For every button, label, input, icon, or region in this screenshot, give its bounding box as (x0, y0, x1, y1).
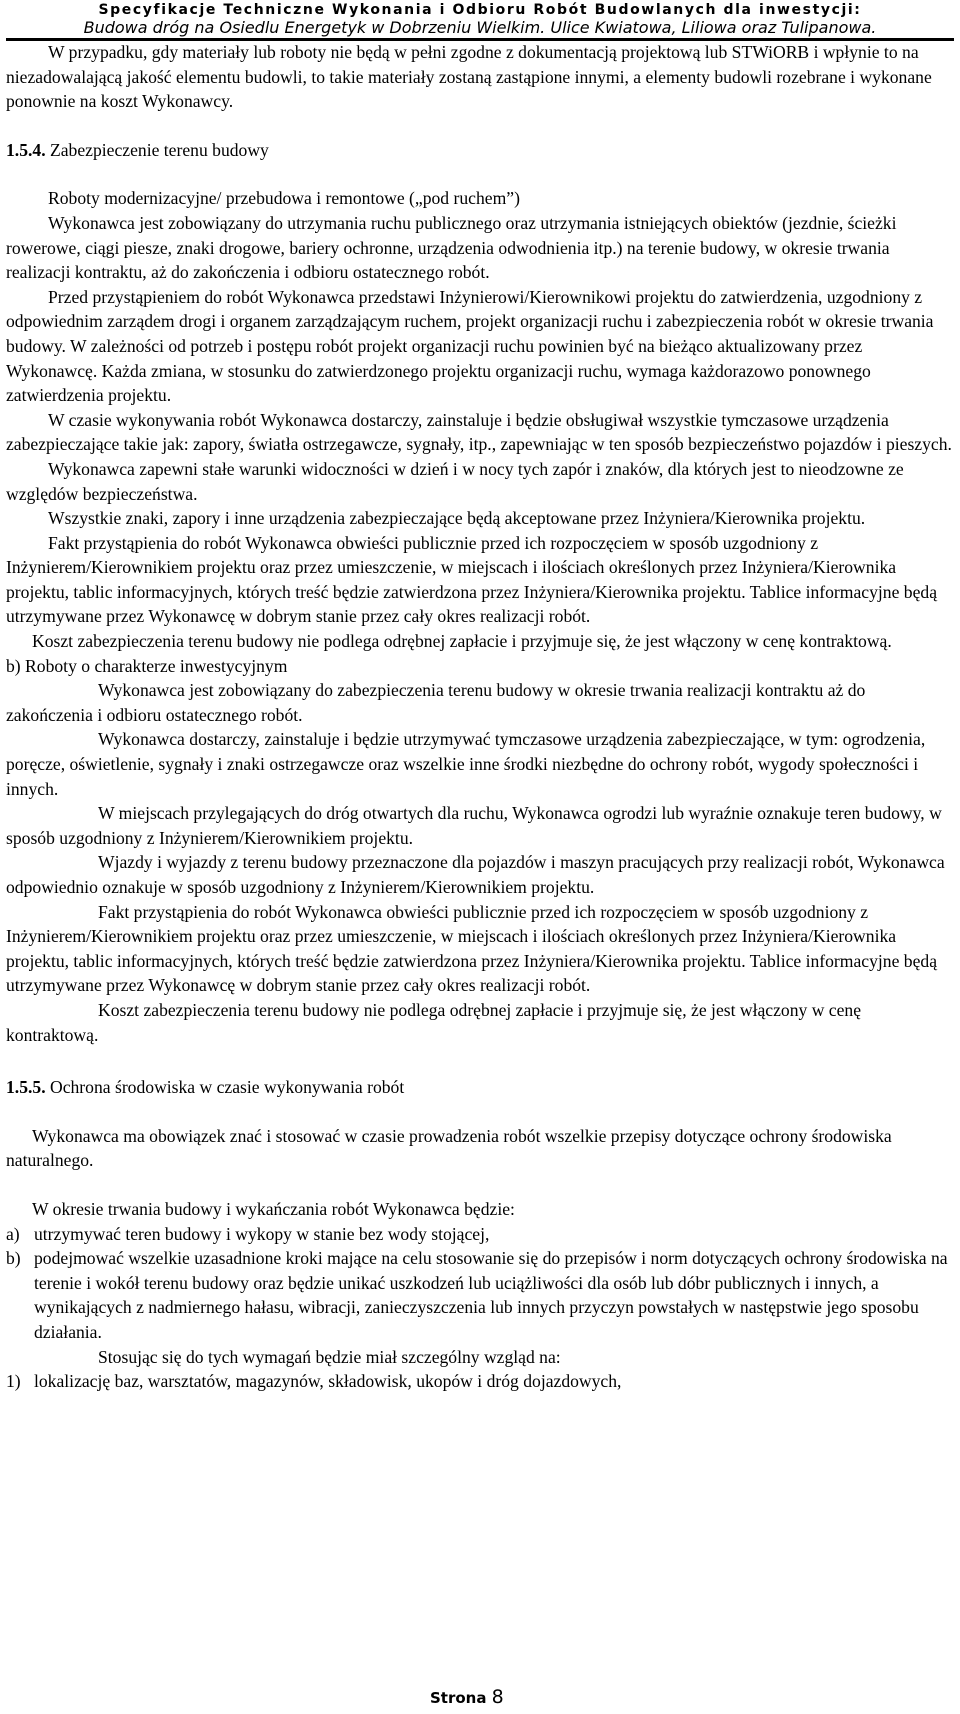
page-header (0, 2, 960, 41)
paragraph: Wykonawca ma obowiązek znać i stosować w czasie prowadzenia robót wszelkie przepisy dotyczące ochrony środowiska naturalnego. (6, 1125, 892, 1171)
document-body (6, 40, 954, 1394)
page-label: Strona (430, 1689, 487, 1707)
paragraph: Wszystkie znaki, zapory i inne urządzenia zabezpieczające będą akceptowane przez Inżyniera/Kierownika projektu. (48, 508, 866, 529)
paragraph: Wjazdy i wyjazdy z terenu budowy przeznaczone dla pojazdów i maszyn pracujących przy realizacji robót, Wykonawca odpowiednio oznakuje w sposób uzgodniony z Inżynierem/Kierownikiem projektu. (6, 852, 945, 897)
paragraph: Stosując się do tych wymagań będzie miał szczególny wzgląd na: (98, 1346, 561, 1367)
paragraph-materials: W przypadku, gdy materiały lub roboty nie będą w pełni zgodne z dokumentacją projektową lub STWiORB i wpłynie to na niezadowalającą jakość elementu budowli, to takie materiały zostaną zastąpione innymi, a elementy budowli rozebrane i wykonane ponownie na koszt Wykonawcy. (6, 42, 932, 112)
header-subtitle: Budowa dróg na Osiedlu Energetyk w Dobrzeniu Wielkim. Ulice Kwiatowa, Liliowa oraz Tulipanowa. (83, 18, 877, 37)
page-footer (430, 1686, 504, 1708)
list-marker: 1) (6, 1371, 21, 1392)
paragraph: W okresie trwania budowy i wykańczania robót Wykonawca będzie: (32, 1198, 515, 1219)
list-marker: a) (6, 1223, 20, 1244)
list-item (6, 1246, 954, 1344)
paragraph: W czasie wykonywania robót Wykonawca dostarczy, zainstaluje i będzie obsługiwał wszystkie tymczasowe urządzenia zabezpieczające takie jak: zapory, światła ostrzegawcze, sygnały, itp., zapewniając w ten sposób bezpieczeństwo pojazdów i pieszych. (6, 409, 952, 455)
spacer (6, 1173, 954, 1197)
list-item-text: utrzymywać teren budowy i wykopy w stanie bez wody stojącej, (34, 1223, 490, 1244)
paragraph: Wykonawca jest zobowiązany do zabezpieczenia terenu budowy w okresie trwania realizacji kontraktu aż do zakończenia i odbioru ostatecznego robót. (6, 680, 866, 725)
spacer (6, 1047, 954, 1075)
list-marker: b) (6, 1248, 21, 1269)
subsection-title-a: Roboty modernizacyjne/ przebudowa i remontowe („pod ruchem”) (48, 188, 520, 209)
section-heading-1-5-4 (6, 138, 954, 163)
paragraph: Wykonawca dostarczy, zainstaluje i będzie utrzymywać tymczasowe urządzenia zabezpieczające, w tym: ogrodzenia, poręcze, oświetlenie, sygnały i znaki ostrzegawcze oraz wszelkie inne środki niezbędne do ochrony robót, wygody społeczności i innych. (6, 729, 926, 799)
section-heading-1-5-5 (6, 1075, 954, 1100)
paragraph: Koszt zabezpieczenia terenu budowy nie podlega odrębnej zapłacie i przyjmuje się, że jest włączony w cenę kontraktową. (6, 999, 862, 1045)
list-item-text: podejmować wszelkie uzasadnione kroki mające na celu stosowanie się do przepisów i norm dotyczących ochrony środowiska na terenie i wokół terenu budowy oraz będzie unikać uszkodzeń lub uciążliwości dla osób lub dóbr publicznych i innych, a wynikających z nadmiernego hałasu, wibracji, zanieczyszczenia lub innych przyczyn powstałych w następstwie jego sposobu działania. (34, 1248, 948, 1342)
spacer (6, 114, 954, 138)
paragraph: Wykonawca zapewni stałe warunki widoczności w dzień i w nocy tych zapór i znaków, dla których jest to nieodzowne ze względów bezpieczeństwa. (6, 458, 904, 504)
paragraph: Fakt przystąpienia do robót Wykonawca obwieści publicznie przed ich rozpoczęciem w sposób uzgodniony z Inżynierem/Kierownikiem projektu oraz przez umieszczenie, w miejscach i ilościach określonych przez Inżyniera/Kierownika projektu, tablic informacyjnych, których treść będzie zatwierdzona przez Inżyniera/Kierownika projektu. Tablice informacyjne będą utrzymywane przez Wykonawcę w dobrym stanie przez cały okres realizacji robót. (6, 901, 937, 996)
page-number: 8 (491, 1686, 504, 1708)
section-title: Zabezpieczenie terenu budowy (50, 139, 269, 160)
section-number: 1.5.5. (6, 1077, 46, 1098)
list-item-text: lokalizację baz, warsztatów, magazynów, składowisk, ukopów i dróg dojazdowych, (34, 1371, 622, 1392)
spacer (6, 162, 954, 186)
header-title: Specyfikacje Techniczne Wykonania i Odbioru Robót Budowlanych dla inwestycji: (98, 2, 862, 18)
spacer (6, 1100, 954, 1124)
section-number: 1.5.4. (6, 139, 46, 160)
paragraph: Przed przystąpieniem do robót Wykonawca przedstawi Inżynierowi/Kierownikowi projektu do zatwierdzenia, uzgodniony z odpowiednim zarządem drogi i organem zarządzającym ruchem, projekt organizacji ruchu i zabezpieczenia robót w okresie trwania budowy. W zależności od potrzeb i postępu robót projekt organizacji ruchu powinien być na bieżąco aktualizowany przez Wykonawcę. Każda zmiana, w stosunku do zatwierdzonego projektu organizacji ruchu, wymaga każdorazowo ponownego zatwierdzenia projektu. (6, 286, 934, 406)
paragraph: W miejscach przylegających do dróg otwartych dla ruchu, Wykonawca ogrodzi lub wyraźnie oznakuje teren budowy, w sposób uzgodniony z Inżynierem/Kierownikiem projektu. (6, 803, 942, 848)
list-item (6, 1369, 954, 1394)
subsection-title-b: b) Roboty o charakterze inwestycyjnym (6, 655, 288, 676)
section-title: Ochrona środowiska w czasie wykonywania robót (50, 1077, 405, 1098)
list-item (6, 1222, 954, 1247)
paragraph: Koszt zabezpieczenia terenu budowy nie podlega odrębnej zapłacie i przyjmuje się, że jest włączony w cenę kontraktową. (32, 631, 892, 652)
paragraph: Fakt przystąpienia do robót Wykonawca obwieści publicznie przed ich rozpoczęciem w sposób uzgodniony z Inżynierem/Kierownikiem projektu oraz przez umieszczenie, w miejscach i ilościach określonych przez Inżyniera/Kierownika projektu, tablic informacyjnych, których treść będzie zatwierdzona przez Inżyniera/Kierownika projektu. Tablice informacyjne będą utrzymywane przez Wykonawcę w dobrym stanie przez cały okres realizacji robót. (6, 532, 937, 627)
paragraph: Wykonawca jest zobowiązany do utrzymania ruchu publicznego oraz utrzymania istniejących obiektów (jezdnie, ścieżki rowerowe, ciągi piesze, znaki drogowe, bariery ochronne, urządzenia odwodnienia itp.) na terenie budowy, w okresie trwania realizacji kontraktu, aż do zakończenia i odbioru ostatecznego robót. (6, 212, 897, 283)
